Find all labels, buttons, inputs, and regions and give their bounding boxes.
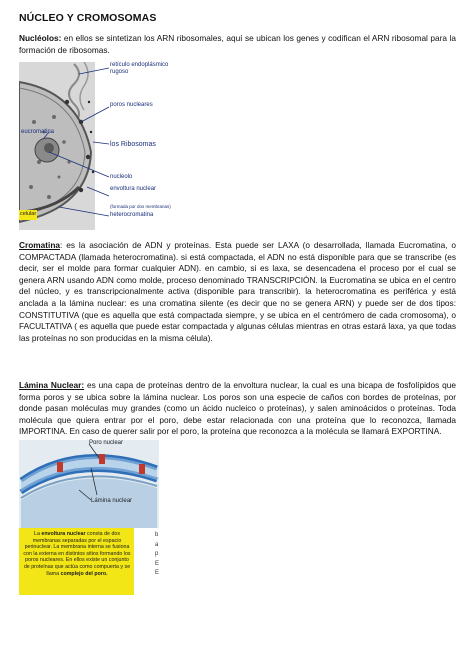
caption-bold-envoltura: envoltura nuclear (41, 531, 86, 537)
lamina-paragraph (19, 380, 456, 438)
label-reticulo: retículo endoplásmico rugoso (110, 62, 169, 75)
label-ribosomas: los Ribosomas (110, 141, 156, 148)
nucleus-figure (19, 62, 179, 230)
side-letters: b a p E E (155, 532, 160, 576)
page-title: NÚCLEO Y CROMOSOMAS (19, 12, 157, 24)
label-lamina-nuclear: Lámina nuclear (91, 498, 133, 504)
label-poros: poros nucleares (110, 102, 153, 108)
caption-mid: consta de dos membranas separadas por el espacio perinuclear. La membrana interna se fusiona con la externa en distintos sitios formando los poros nucleares. En ellos existe un conjunto de proteínas que actúa como compuerta y se llama (23, 531, 131, 577)
cromatina-text: : es la asociación de ADN y proteínas. Esta puede ser LAXA (o desarrollada, llamada Eucromatina, o COMPACTADA (llamada heterocromatina). si está compactada, el ADN no está disponible para que se transcribe (es decir, ser el molde para formar cualquier ADN). en cambio, si es laxa, se desencadena el proceso por el cual se genera ARN usando ADN como molde, proceso denominado TRANSCRIPCIÓN. la Eucromatina se ubica en el centro del núcleo, y es transcripcionalmente activa (disponible para transcribir). la heterocromatina es periférica y está anclada a la lámina nuclear: es una cromatina silente (es decir que no se genera ARN) y puede ser de dos tipos: CONSTITUTIVA (que es aquella que está compactada siempre, y se ubica en el centrómero de cada cromosoma), o FACULTATIVA ( es aquella que puede estar compactada y algunas células mientras en otras estará laxa, ya que todas las proteínas no son producidas en la misma célula). (19, 240, 456, 343)
label-envoltura: envoltura nuclear (110, 186, 157, 192)
cromatina-lead: Cromatina (19, 240, 61, 250)
nucleolos-text: en ellos se sintetizan los ARN ribosomales, aquí se ubican los genes y codifican el ARN ribosomal para la formación de ribosomas. (19, 33, 456, 55)
lamina-lead: Lámina Nuclear: (19, 380, 85, 390)
nucleolos-paragraph (19, 33, 456, 56)
label-celular: celular (20, 211, 37, 217)
label-envoltura-note: (formada por dos membranas) (110, 204, 171, 209)
label-eucromatina: eucromatina (21, 129, 55, 135)
envelope-caption (23, 531, 131, 577)
nucleolos-lead: Nucléolos: (19, 33, 62, 43)
cromatina-paragraph (19, 240, 456, 344)
label-poro-nuclear: Poro nuclear (89, 440, 124, 446)
caption-pre: La (34, 531, 42, 537)
caption-bold-complejo: complejo del poro. (60, 570, 108, 577)
label-heterocromatina: heterocromatina (110, 212, 154, 218)
envelope-figure (19, 440, 159, 595)
lamina-text: es una capa de proteínas dentro de la envoltura nuclear, la cual es una bicapa de fosfolípidos que forma poros y se ubica sobre la lámina nuclear. Los poros son una especie de caños con bordes de proteínas, por donde pasan moléculas muy grandes (como un ácido nucleico o proteínas), y salen aminoácidos o proteínas. Toda molécula que quiera entrar por el poro, debe estar relacionada con una proteína que lo reconozca, llamada IMPORTINA. En caso de querer salir por el poro, la proteína que reconozca a la molécula se llamará EXPORTINA. (19, 380, 456, 437)
label-nucleolo: nucleolo (110, 174, 133, 180)
